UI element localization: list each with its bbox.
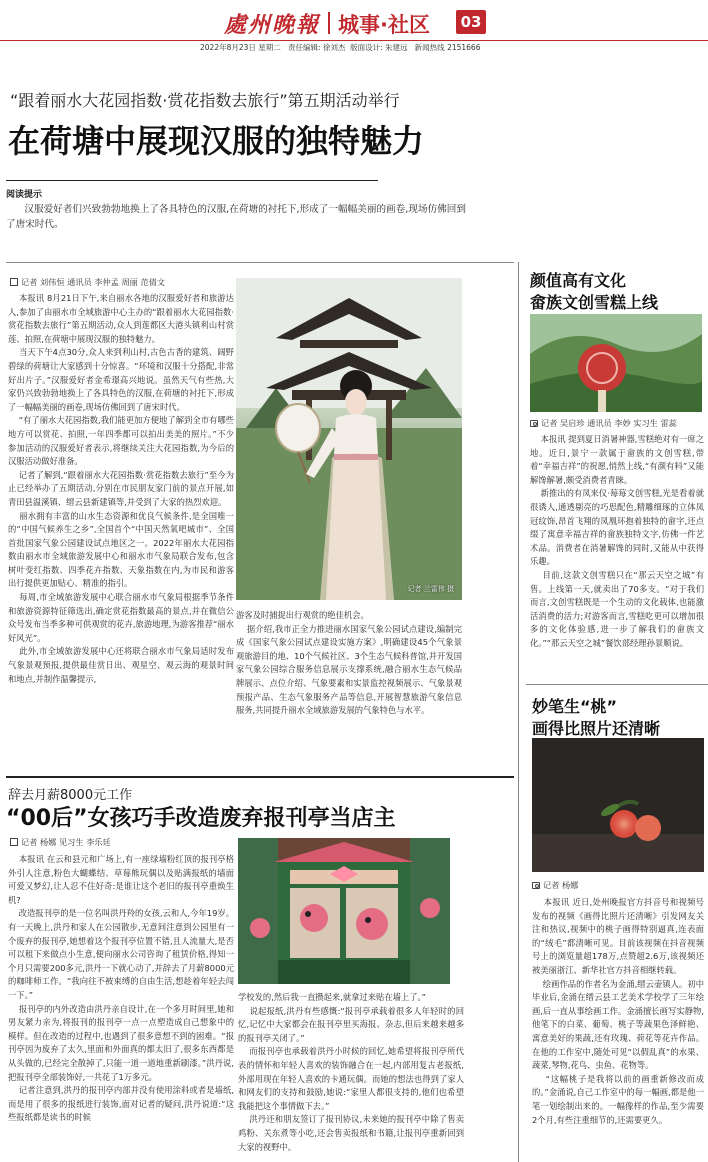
side2-body: 本报讯 近日,处州晚报官方抖音号和视频号发布的视频《画得比照片还清晰》引发网友关注和热议,视频中的桃子画得特别逼真,连表面的“绒毛”都清晰可见。目前该视频在抖音视频号上的浏览量超178万,点赞超2.6万,该视频还被美丽浙江、新华社官方抖音相继转载。 绘画作品的作者名为金涌,缙云壶镇人。初中毕业后,金涌在缙云县工艺美术学校学了三年绘画,后一直从事绘画工作。金涌擅长画写实静物,他笔下的白菜、葡萄、桃子等蔬果色泽鲜艳、寓意美好的果蔬,还有玫瑰、荷花等花卉作品。在他的工作室中,随处可见“以假乱真”的水果、蔬菜,琴物,花鸟、虫鱼、花物等。 “这幅桃子是我将以前的画重新修改而成的。”金涌说,自己工作室中的每一幅画,都是他一笔一划绘制出来的。一幅像样的作品,至少需要2个月,有些注重细节的,还需要更久。 [532, 897, 704, 1125]
summary-rule [6, 180, 378, 181]
lead-byline-text: 记者 刘伟恒 通讯员 李仲孟 周丽 范倩文 [21, 277, 166, 287]
hanfu-photo-graphic [236, 278, 462, 600]
feature-byline [10, 837, 235, 848]
feature-column-2: 学校发的,然后我一直攒起来,就拿过来贴在墙上了。” 说起报纸,洪丹有些感慨:“报刊亭承载着很多人年轻时的回忆,记忆中大家都会在报刊亭里买海报、杂志,但后来越来越多的报刊亭关闭了。” 而报刊亭也承载着洪丹小时候的回忆,她希望将报刊亭所代表的情怀和年轻人喜欢的装饰融合在一起,内部用复古老报纸,外部用现在年轻人喜欢的卡通玩偶。而她的想法也得到了家人和网友们的支持和鼓励,她说:“家里人都很支持的,他们也希望我能把这个事情做下去。” 洪丹还和朋友签订了报刊协议,未来她的报刊亭中除了售卖鸡粉、关东煮等小吃,还会售卖报纸和书籍,让报刊亭重新回到大家的视野中。 [238, 992, 464, 1152]
icecream-photo-graphic [530, 314, 702, 412]
side2-rule [526, 684, 708, 685]
lead-column-1: 本报讯 8月21日下午,来自丽水各地的汉服爱好者和旅游达人,参加了由丽水市全域旅游中心主办的“跟着丽水大花园指数·赏花指数去旅行”第五期活动,众人到莲都区大港头镇利山村赏莲、拍照,在荷塘中展现汉服的独特魅力。 当天下午4点30分,众人来到利山村,古色古香的建筑、阔野碧绿的荷塘让大家感到十分惊喜。“环境和汉服十分搭配,非常好出片子。”汉服爱好者金希璟高兴地说。虽然天气有些热,大家仍兴致勃勃地换上了各具特色的汉服,在荷塘的衬托下,形成了一幅幅美丽的画卷,现场仿佛回到了唐宋时代。 “有了丽水大花园指数,我们能更加方便地了解到全市有哪些地方可以赏花、拍照,一年四季都可以拍出美美的照片。”不少参加活动的汉服爱好者表示,将继续关注大花园指数,为今后的汉服活动做好准备。 记者了解到,“跟着丽水大花园指数·赏花指数去旅行”至今为止已经举办了五期活动,分别在市民朋友家门前的景点开展,如青田县温溪镇、缙云县新建镇等,并受到了大家的热烈欢迎。 丽水拥有丰富的山水生态资源和优良气候条件,是全国唯一的“中国气候养生之乡”,全国首个“中国天然氧吧城市”、全国首批国家气象公园建设试点地区之一。2022年丽水大花园指数由丽水市全域旅游发展中心和丽水市气象局联合发布,包含树叶变红指数、四季花卉指数、天象指数在内,为市民和游客出行提供更加贴心、精准的指引。 每周,市全域旅游发展中心联合丽水市气象局根据季节条件和旅游资源特征筛选出,确定赏花指数最高的景点,并在微信公众号发布当季多种可供观赏的花卉,旅游地理,为游客推荐“丽水好风光”。 此外,市全域旅游发展中心还将联合丽水市气象局适时发布气象景观预报,提供最佳赏日出、观星空、观云海的观景时间和地点,并制作温馨提示, [8, 293, 234, 684]
reporter-icon [10, 278, 18, 286]
feature-byline-text: 记者 杨娜 见习生 李乐廷 [21, 837, 111, 847]
side1-byline [530, 418, 706, 429]
lead-kicker: “跟着丽水大花园指数·赏花指数去旅行”第五期活动举行 [10, 91, 400, 110]
issue-meta: 2022年8月23日 星期二 责任编辑: 徐刘杰 版面设计: 朱建远 新闻热线 2151666 [200, 43, 481, 52]
camera-icon [532, 882, 540, 889]
peach-painting-photo [532, 738, 704, 872]
hanfu-photo [236, 278, 462, 600]
peach-painting-graphic [532, 738, 704, 872]
side2-byline [532, 880, 708, 891]
lead-byline [10, 277, 235, 288]
section-title: 城事·社区 [338, 13, 430, 37]
feature-kicker: 辞去月薪8000元工作 [8, 788, 133, 803]
feature-headline: “00后”女孩巧手改造废弃报刊亭当店主 [6, 806, 396, 831]
feature-column-1: 本报讯 在云和县元和广场上,有一座绿墙粉红顶的报刊亭格外引人注意,粉色大蝴蝶结、草莓熊玩偶以及贴满报纸的墙面可爱又梦幻,让人忍不住好奇:是谁让这个老旧的报刊亭重焕生机? 改造报刊亭的是一位名叫洪丹羚的女孩,云和人,今年19岁。有一天晚上,洪丹和家人在公园散步,无意间注意到公园里有一个废弃的报刊亭,她想着这个报刊亭位置不错,且人流量大,是否可以租下来做点小生意,便向丽水公司咨询了租赁价格,得知一个月只需要200多元,洪丹一下就心动了,并辞去了月薪8000元的咖啡师工作。“我向往不被束缚的自由生活,想趁着年轻去闯一下。” 报刊亭的内外改造由洪丹亲自设计,在一个多月时间里,她和男友紧力亲为,将报刊的报刊亭一点一点塑造成自己想象中的模样。但在改造的过程中,也遇到了很多意想不到的困难。“报刊亭因为废弃了太久,里面和外面真的都太旧了,很多东西都是从头做的,已经完全散掉了,只能一道一道地重新刷漆。”洪丹说,把报刊亭全部装饰好,一共花了1万多元。 记者注意到,洪丹的报刊亭内部并没有使用涂料或者是墙纸,而是用了很多的报纸进行装饰,面对记者的疑问,洪丹说道:“这些报纸都是读书的时候 [8, 854, 234, 1123]
side2-byline-text: 记者 杨娜 [543, 880, 579, 890]
masthead-rule [0, 40, 708, 41]
reporter-icon [10, 838, 18, 846]
lead-photo-caption: 记者 兰雷伟 摄 [407, 585, 454, 593]
masthead [0, 0, 708, 60]
summary-box [6, 180, 466, 260]
side1-headline-1: 颜值高有文化 [530, 271, 627, 290]
section-rule [6, 262, 514, 263]
lead-column-2: 游客及时捕捉出行观赏的绝佳机会。 据介绍,我市正全力推进丽水国家气象公园试点建设,编制完成《国家气象公园试点建设实施方案》,明确建设45个气象景观旅游目的地、10个气候社区、3个生态气候科普馆,并开发国家气象公园综合服务信息展示支撑系统,融合丽水生态气候品牌展示、点位介绍、气象要素和实景监控视频展示、气象景观预报产品、生态气象服务产品等信息,开展智慧旅游气象信息服务,共同提升丽水全域旅游发展的气象特色与水平。 [236, 610, 462, 716]
icecream-photo [530, 314, 702, 412]
summary-label: 阅读提示 [6, 190, 43, 200]
side2-headline-2: 画得比照片还清晰 [532, 719, 661, 738]
feature-rule [6, 776, 514, 778]
lead-headline: 在荷塘中展现汉服的独特魅力 [8, 122, 425, 160]
side1-headline-2: 畲族文创雪糕上线 [530, 293, 659, 312]
side2-headline-1: 妙笔生“桃” [532, 697, 618, 716]
section-divider [328, 12, 330, 34]
side1-byline-text: 记者 吴启珍 通讯员 李妙 实习生 雷蕊 [541, 418, 677, 428]
summary-text: 汉服爱好者们兴致勃勃地换上了各具特色的汉服,在荷塘的衬托下,形成了一幅幅美丽的画卷,现场仿佛回到了唐宋时代。 [6, 204, 466, 230]
column-rule [518, 262, 519, 1162]
kiosk-photo-graphic [238, 838, 450, 984]
camera-icon [530, 420, 538, 427]
page-number-badge: 03 [456, 10, 486, 34]
kiosk-photo [238, 838, 450, 984]
side1-body: 本报讯 提到夏日消暑神器,雪糕绝对有一席之地。近日,景宁一款属于畲族的文创雪糕,带着“幸福吉祥”的祝愿,悄然上线,“有颜有料”又能解馋解暑,颇受消费者青睐。 新推出的有凤来仪·莓莓文创雪糕,光是看着就很诱人,通透剔亮的巧思配色,精雕细琢的立体凤冠纹饰,昂首飞翔的凤凰环抱着独特的畲字,还点缀了寓意幸福吉祥的畲族独特文字,仿佛一件艺术品。消费者在消暑解馋的同时,又能从中获得乐趣。 目前,这款文创雪糕只在“那云天空之城”有售。上线第一天,就卖出了70多支。“对于我们而言,文创雪糕既是一个生动的文化载体,也能激活消费的活力;对游客而言,雪糕吃更可以增加很多的文化体验感,进一步了解我们的畲族文化。”“那云天空之城”餐饮部经理孙景顺说。 [530, 434, 704, 648]
paper-logo: 處州晚報 [224, 12, 321, 38]
